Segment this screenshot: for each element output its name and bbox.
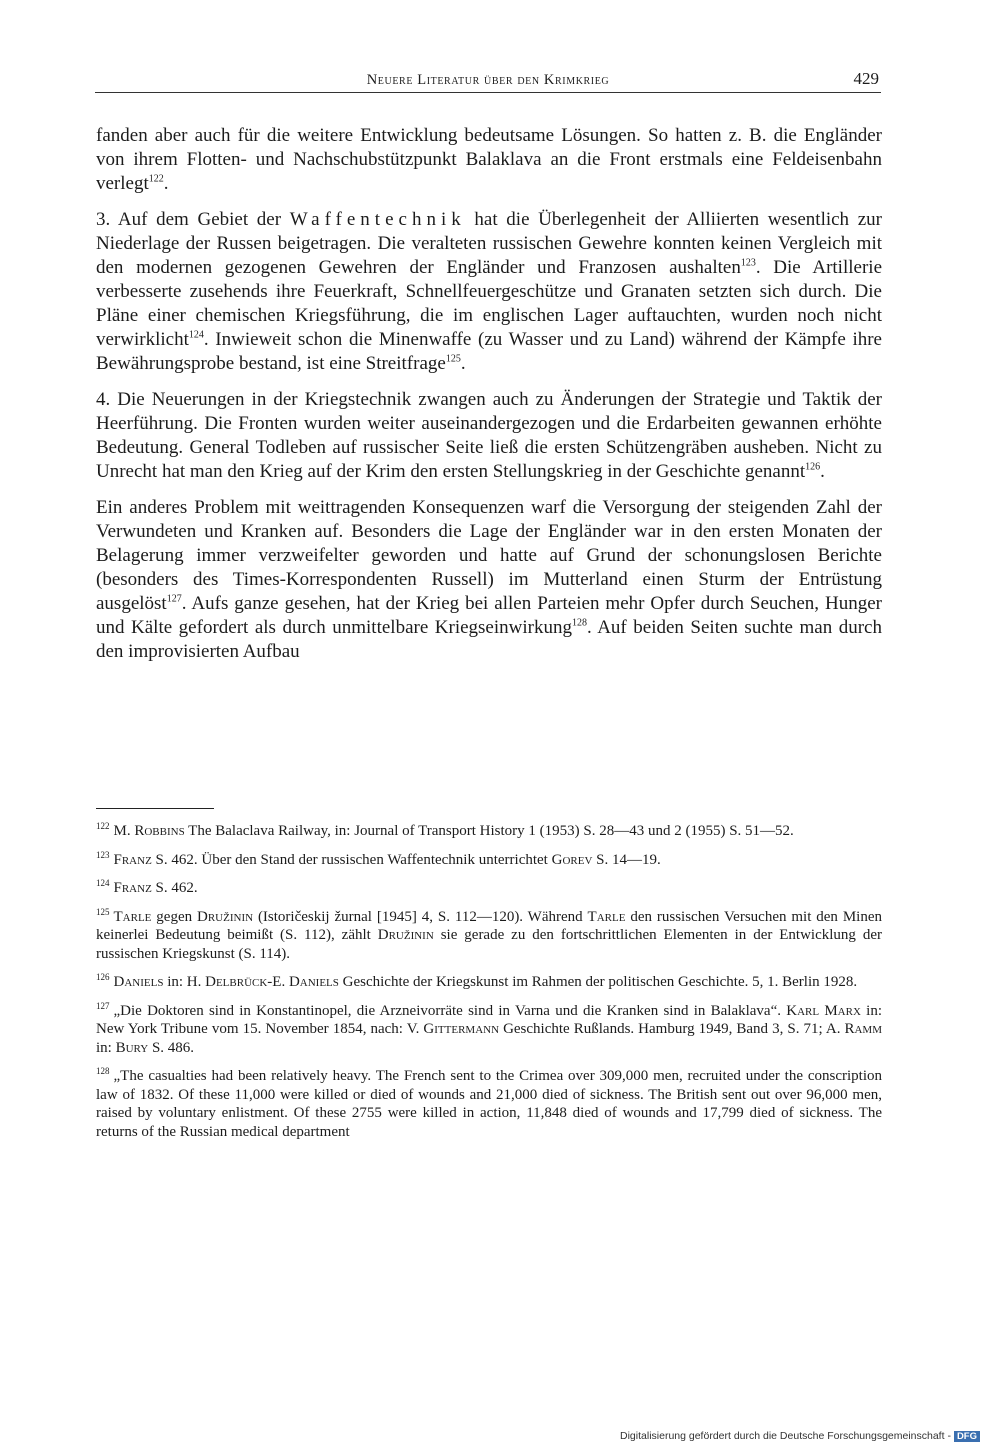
footnote-text: The Balaclava Railway, in: Journal of Transport History 1 (1953) S. 28—43 und 2 (1955) S. 51—52. [184, 823, 794, 839]
footnote-text: „Die Doktoren sind in Konstantinopel, die Arzneivorräte sind in Varna und die Kranken sind in Balaklava“. [113, 1002, 787, 1019]
footnote-ref: 128 [571, 617, 587, 629]
footnote-text: „The casualties had been relatively heavy. The French sent to the Crimea over 309,000 men, recruited under the conscription law of 1832. Of these 11,000 were killed or died of wounds and 21,000 died of sickness. The British sent out over 96,000 men, raised by voluntary enlistment. Of these 2755 were killed in action, 11,848 died of wounds and 17,799 died of sickness. The returns of the Russian medical department [96, 1068, 882, 1140]
author-name: Gittermann [423, 1021, 500, 1037]
paragraph-text: 3. Auf dem Gebiet der [96, 209, 290, 230]
footnote-number: 128 [96, 1066, 110, 1076]
footnote-ref: 124 [188, 329, 204, 341]
paragraph-text: . Inwieweit schon die Minenwaffe (zu Wasser und zu Land) während der Kämpfe ihre Bewährungsprobe bestand, ist eine Streitfrage [96, 329, 882, 374]
footnote-number: 124 [96, 878, 110, 888]
footnote-127 [96, 1002, 882, 1058]
paragraph-text: . [460, 353, 466, 374]
footnote-text: den russischen Versuchen mit den Minen keinerlei Bedeutung beimißt (S. 112), zählt [96, 908, 882, 943]
footnote-number: 127 [96, 1000, 110, 1011]
author-name: Daniels [113, 974, 164, 990]
running-header [95, 66, 881, 93]
author-name: Delbrück-E. Daniels [205, 974, 339, 990]
footnote-text: S. 14—19. [592, 851, 661, 868]
footnote-ref: 122 [148, 173, 164, 185]
author-name: Bury [115, 1039, 149, 1056]
footnote-separator [96, 808, 214, 809]
main-text [96, 124, 882, 676]
footnote-text: S. 486. [148, 1039, 195, 1056]
footnote-128 [96, 1067, 882, 1141]
paragraph-text: fanden aber auch für die weitere Entwicklung bedeutsame Lösungen. So hatten z. B. die Engländer von ihrem Flotten- und Nachschubstützpunkt Balaklava an die Front erstmals eine Feldeisenbahn verlegt [96, 125, 882, 194]
footnote-text: S. 462. [151, 880, 198, 896]
paragraph-4 [96, 496, 882, 664]
paragraph-text: hat die Überlegenheit der Alliierten wesentlich zur Niederlage der Russen beigetragen. Die veralteten russischen Gewehre konnten keinen Vergleich mit den modernen gezogenen Gewehren der Engländer und Franzosen aushalten [96, 209, 882, 278]
footnote-text: sie gerade zu den fortschrittlichen Elementen in der Entwicklung der russischen Kriegskunst (S. 114). [96, 927, 882, 962]
footnote-text: in: [96, 1039, 116, 1056]
paragraph-3 [96, 388, 882, 484]
digitization-footer [620, 1430, 980, 1442]
footnote-number: 122 [96, 821, 110, 831]
paragraph-text: 4. Die Neuerungen in der Kriegstechnik zwangen auch zu Änderungen der Strategie und Taktik der Heerführung. Die Fronten wurden weiter auseinandergezogen und die Erdarbeiten gewannen erhöhte Bedeutung. General Todleben auf russischer Seite ließ die ersten Schützengräben ausheben. Nicht zu Unrecht hat man den Krieg auf der Krim den ersten Stellungskrieg in der Geschichte genannt [96, 389, 882, 482]
footnote-123 [96, 851, 882, 870]
author-name: Franz [113, 851, 152, 868]
dfg-logo: DFG [954, 1431, 980, 1442]
running-title: Neuere Literatur über den Krimkrieg [366, 72, 610, 88]
footnote-126 [96, 973, 882, 992]
emphasized-term: Waffentechnik [289, 209, 466, 230]
footnote-number: 126 [96, 972, 110, 982]
footnote-ref: 123 [740, 257, 756, 269]
paragraph-text: . Auf beiden Seiten suchte man durch den improvisierten Aufbau [96, 617, 882, 662]
paragraph-text: . Die Artillerie verbesserte zusehends ihre Feuerkraft, Schnellfeuergeschütze und Granaten setzten sich durch. Die Pläne einer chemischen Kriegsführung, die im englischen Lager auftauchten, wurden noch nicht verwirklicht [96, 257, 882, 350]
footnote-122 [96, 822, 882, 841]
footnote-number: 123 [96, 849, 110, 860]
paragraph-text: Ein anderes Problem mit weittragenden Konsequenzen warf die Versorgung der steigenden Zahl der Verwundeten und Kranken auf. Besonders die Lage der Engländer war in den ersten Monaten der Belagerung immer verzweifelter geworden und hatte auf Grund der schonungslosen Berichte (besonders des Times-Korrespondenten Russell) im Mutterland einen Sturm der Entrüstung ausgelöst [96, 497, 882, 614]
paragraph-2 [96, 208, 882, 376]
author-name: Družinin [197, 908, 254, 925]
author-name: Ramm [844, 1021, 882, 1037]
footnote-text: in: New York Tribune vom 15. November 1854, nach: V. [96, 1002, 882, 1037]
author-name: Franz [113, 880, 152, 896]
footnote-ref: 127 [166, 593, 182, 605]
footnote-text: Geschichte Rußlands. Hamburg 1949, Band 3, S. 71; A. [499, 1021, 845, 1037]
author-name: Gorev [551, 851, 593, 868]
footnote-text: in: H. [163, 974, 206, 990]
author-name: Družinin [377, 927, 434, 943]
footnote-125 [96, 908, 882, 964]
footnote-text: Geschichte der Kriegskunst im Rahmen der politischen Geschichte. 5, 1. Berlin 1928. [338, 974, 858, 990]
footnote-text: (Istoričeskij žurnal [1945] 4, S. 112—120). Während [253, 908, 588, 925]
author-name: Tarle [587, 908, 626, 925]
footnotes [96, 822, 882, 1151]
paragraph-1 [96, 124, 882, 196]
author-name: M. Robbins [113, 823, 185, 839]
footnote-text: S. 462. Über den Stand der russischen Waffentechnik unterrichtet [151, 851, 552, 868]
footnote-text: gegen [151, 908, 197, 925]
footnote-number: 125 [96, 906, 110, 917]
paragraph-text: . [820, 461, 825, 482]
footnote-ref: 126 [805, 461, 821, 473]
author-name: Tarle [113, 908, 152, 925]
footnote-ref: 125 [445, 353, 461, 365]
footer-text: Digitalisierung gefördert durch die Deutsche Forschungsgemeinschaft - [620, 1430, 951, 1442]
page-number: 429 [853, 69, 879, 88]
paragraph-text: . [163, 173, 169, 194]
paragraph-text: . Aufs ganze gesehen, hat der Krieg bei allen Parteien mehr Opfer durch Seuchen, Hunger und Kälte gefordert als durch unmittelbare Kriegseinwirkung [96, 593, 882, 638]
author-name: Karl Marx [786, 1002, 861, 1019]
footnote-124 [96, 879, 882, 898]
